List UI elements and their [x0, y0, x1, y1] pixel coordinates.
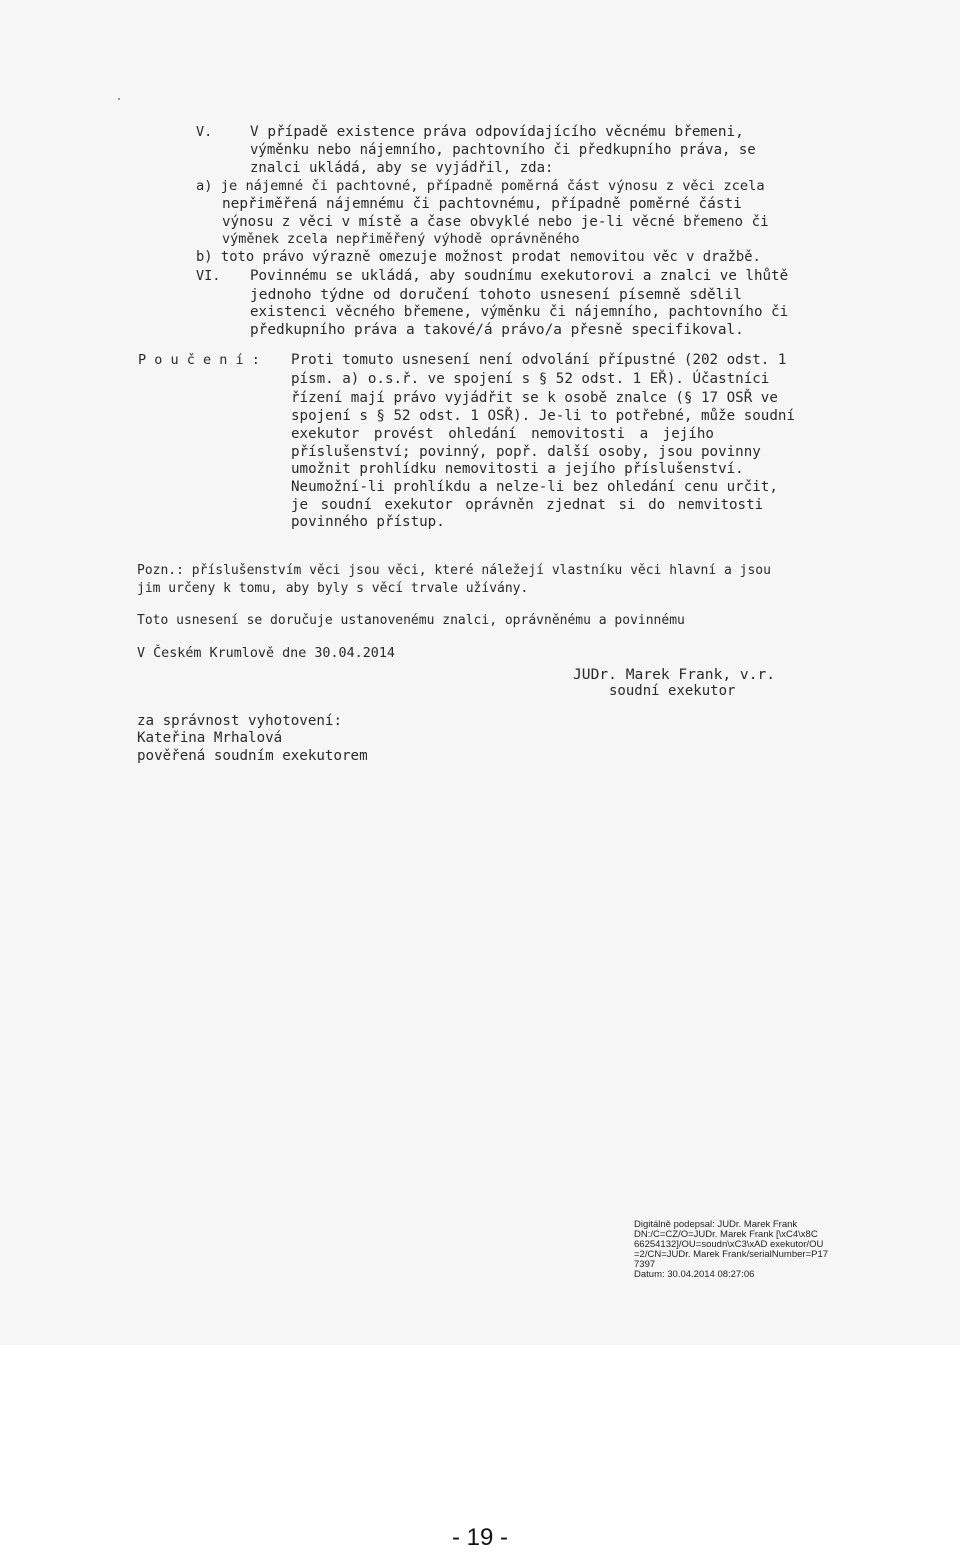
section-v-line: znalci ukládá, aby se vyjádřil, zda:	[250, 160, 554, 176]
section-vi-line: předkupního práva a takové/á právo/a přesně specifikoval.	[250, 322, 744, 338]
section-vi-line: existenci věcného břemene, výměnku či nájemního, pachtovního či	[250, 304, 789, 320]
delivery-note: Toto usnesení se doručuje ustanovenému znalci, oprávněnému a povinnému	[137, 613, 685, 628]
pozn-line: Pozn.: příslušenstvím věci jsou věci, které náležejí vlastníku věci hlavní a jsou	[137, 563, 771, 578]
section-v-line: nepřiměřená nájemnému či pachtovnému, případně poměrné části	[222, 196, 742, 212]
digital-signature-block	[634, 1220, 864, 1280]
pouceni-line: příslušenství; povinný, popř. další osoby, jsou povinny	[291, 444, 761, 460]
signatory-name: JUDr. Marek Frank, v.r.	[573, 666, 776, 683]
pouceni-line: Proti tomuto usnesení není odvolání přípustné (202 odst. 1	[291, 352, 787, 368]
scan-speck	[118, 98, 120, 100]
digital-signature-line: Datum: 30.04.2014 08:27:06	[634, 1269, 755, 1280]
section-vi-label: VI.	[196, 268, 221, 284]
pouceni-line: umožnit prohlídku nemovitosti a jejího příslušenství.	[291, 461, 744, 477]
digital-signature-line: 7397	[634, 1259, 656, 1270]
pouceni-line: je soudní exekutor oprávněn zjednat si do nemvitosti	[291, 497, 764, 513]
copy-certification-line: Kateřina Mrhalová	[137, 730, 283, 746]
section-vi-line: jednoho týdne od doručení tohoto usnesení písemně sdělil	[250, 286, 743, 303]
section-vi-line: Povinnému se ukládá, aby soudnímu exekutorovi a znalci ve lhůtě	[250, 268, 789, 284]
pouceni-label: P o u č e n í :	[138, 352, 260, 368]
digital-signature-line: 66254132]/OU=soudn\xC3\xAD exekutor/OU	[634, 1239, 824, 1250]
pouceni-line: povinného přístup.	[291, 514, 445, 530]
section-v-label: V.	[196, 124, 213, 140]
digital-signature-line: DN:/C=CZ/O=JUDr. Marek Frank [\xC4\x8C	[634, 1229, 818, 1240]
pouceni-line: písm. a) o.s.ř. ve spojení s § 52 odst. 1 EŘ). Účastníci	[291, 371, 770, 387]
pouceni-line: spojení s § 52 odst. 1 OSŘ). Je-li to potřebné, může soudní	[291, 408, 795, 424]
section-v-line: výměnek zcela nepřiměřený výhodě oprávněného	[222, 231, 580, 247]
signatory-role: soudní exekutor	[609, 683, 736, 699]
section-v-line: a) je nájemné či pachtovné, případně poměrná část výnosu z věci zcela	[196, 178, 765, 194]
digital-signature-line: =2/CN=JUDr. Marek Frank/serialNumber=P17	[634, 1249, 829, 1260]
pouceni-line: Neumožní-li prohlíkdu a nelze-li bez ohledání cenu určit,	[291, 479, 778, 495]
digital-signature-line: Digitálně podepsal: JUDr. Marek Frank	[634, 1219, 798, 1230]
section-v-line: výměnku nebo nájemního, pachtovního či předkupního práva, se	[250, 142, 756, 158]
place-and-date: V Českém Krumlově dne 30.04.2014	[137, 646, 395, 661]
section-v-line: V případě existence práva odpovídajícího věcnému břemeni,	[250, 124, 744, 140]
pouceni-line: řízení mají právo vyjádřit se k osobě znalce (§ 17 OSŘ ve	[291, 390, 778, 406]
section-v-line: výnosu z věci v místě a čase obvyklé nebo je-li věcné břemeno či	[222, 214, 769, 230]
section-v-line: b) toto právo výrazně omezuje možnost prodat nemovitou věc v dražbě.	[196, 249, 761, 265]
page-number: - 19 -	[451, 1524, 508, 1551]
pouceni-line: exekutor provést ohledání nemovitosti a jejího	[291, 426, 714, 442]
pozn-line: jim určeny k tomu, aby byly s věcí trvale užívány.	[137, 581, 529, 596]
copy-certification-line: pověřená soudním exekutorem	[137, 748, 368, 764]
copy-certification-line: za správnost vyhotovení:	[137, 713, 342, 729]
